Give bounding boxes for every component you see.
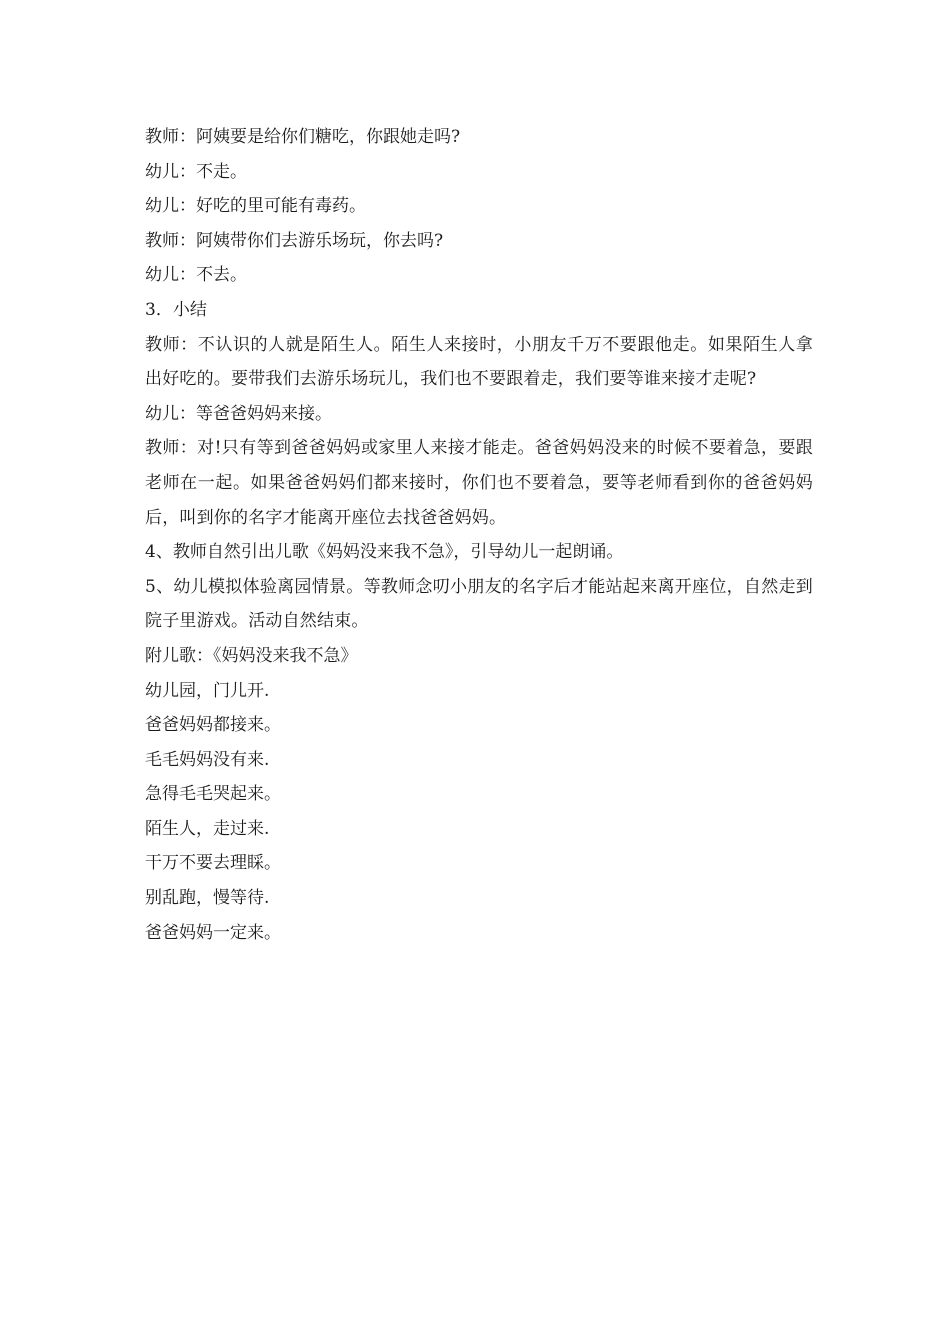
song-line: 爸爸妈妈都接来。 [145,715,281,736]
song-line: 爸爸妈妈一定来。 [145,922,281,943]
dialogue-line: 教师：阿姨要是给你们糖吃，你跟她走吗? [145,127,461,147]
song-line: 幼儿园，门儿开. [145,680,270,701]
step-4: 4、教师自然引出儿歌《妈妈没来我不急》，引导幼儿一起朗诵。 [145,542,624,563]
dialogue-line: 教师：阿姨带你们去游乐场玩，你去吗? [145,230,444,251]
song-line: 陌生人，走过来. [145,818,270,839]
summary-paragraph: 教师：不认识的人就是陌生人。陌生人来接时，小朋友千万不要跟他走。如果陌生人拿出好吃的。要带我们去游乐场玩儿，我们也不要跟着走，我们要等谁来接才走呢? [145,334,813,390]
song-line: 干万不要去理睬。 [145,853,281,874]
section-heading: 3．小结 [145,299,207,320]
song-line: 别乱跑，慢等待. [145,888,270,909]
dialogue-line: 幼儿：好吃的里可能有毒药。 [145,196,366,217]
song-line: 急得毛毛哭起来。 [145,784,281,805]
song-title: 附儿歌：《妈妈没来我不急》 [145,645,358,666]
document-body [145,120,813,950]
dialogue-line: 幼儿：不去。 [145,265,247,286]
song-line: 毛毛妈妈没有来. [145,749,270,770]
child-answer: 幼儿：等爸爸妈妈来接。 [145,403,332,424]
dialogue-line: 幼儿：不走。 [145,161,247,182]
step-5: 5、幼儿模拟体验离园情景。等教师念叨小朋友的名字后才能站起来离开座位，自然走到院子里游戏。活动自然结束。 [145,576,813,632]
teacher-paragraph: 教师：对!只有等到爸爸妈妈或家里人来接才能走。爸爸妈妈没来的时候不要着急，要跟老师在一起。如果爸爸妈妈们都来接时，你们也不要着急，要等老师看到你的爸爸妈妈后，叫到你的名字才能离开座位去找爸爸妈妈。 [145,438,813,528]
